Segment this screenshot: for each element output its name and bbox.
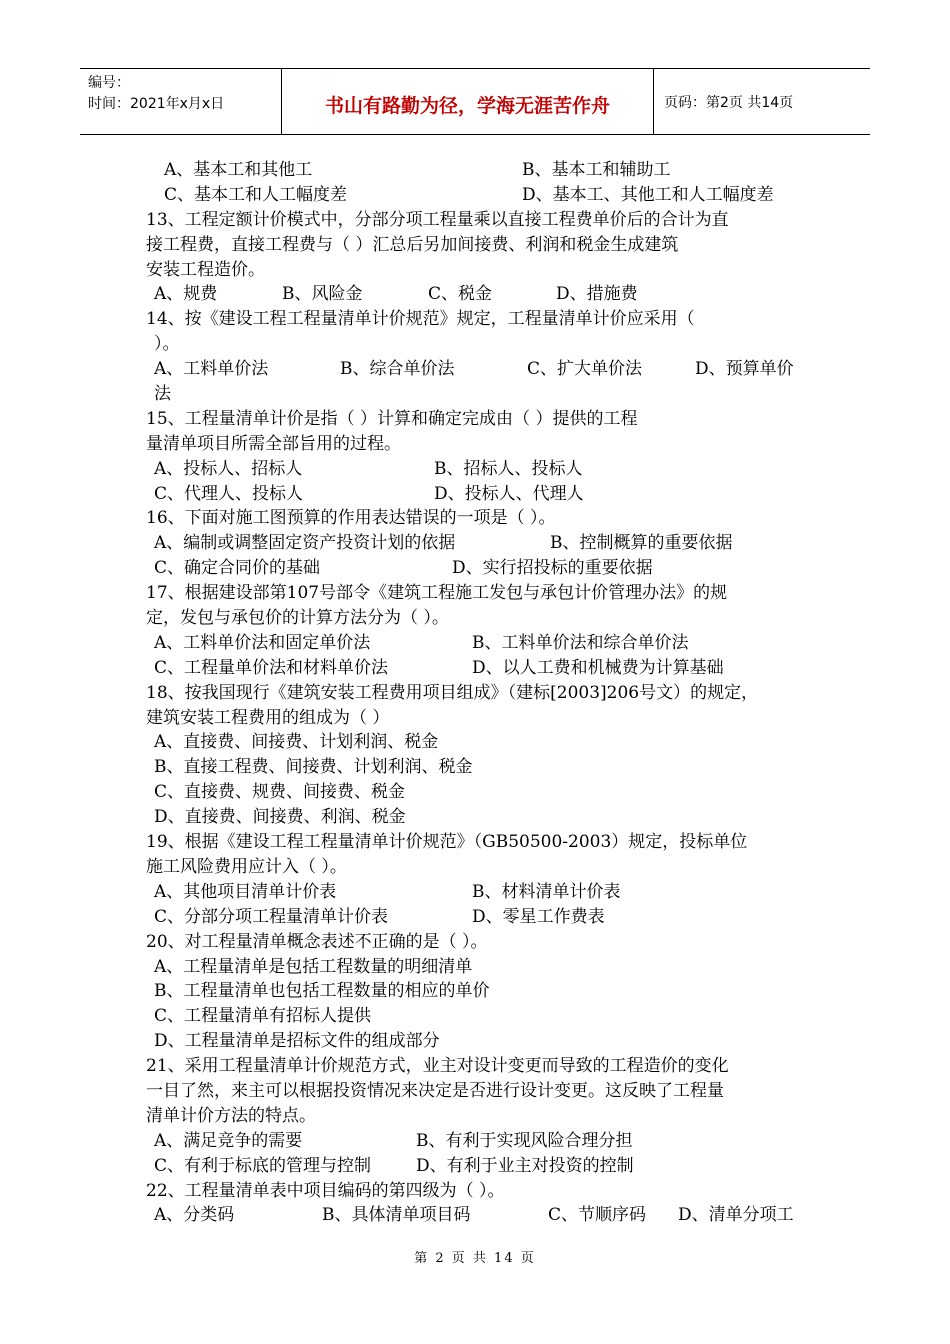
text-line: ）。 [154, 334, 180, 355]
text-line: A、工程量清单是包括工程数量的明细清单 [154, 956, 473, 977]
answer-option: D、清单分项工 [678, 1205, 794, 1226]
text-line: 安装工程造价。 [146, 259, 265, 280]
option-row [146, 556, 818, 581]
text-line: 清单计价方法的特点。 [146, 1105, 316, 1126]
text-line: 建筑安装工程费用的组成为（ ） [146, 707, 390, 728]
option-row [146, 357, 818, 382]
answer-option: B、综合单价法 [340, 359, 455, 380]
answer-option: B、工料单价法和综合单价法 [472, 632, 689, 653]
answer-option: C、代理人、投标人 [154, 483, 304, 504]
doc-date: 时间：2021年x月x日 [88, 96, 225, 112]
option-row [146, 531, 818, 556]
answer-option: C、节顺序码 [548, 1205, 647, 1226]
answer-option: D、以人工费和机械费为计算基础 [472, 657, 724, 678]
answer-option: B、有利于实现风险合理分担 [416, 1130, 633, 1151]
page-footer: 第 2 页 共 14 页 [414, 1251, 536, 1266]
option-row [146, 482, 818, 507]
answer-option: A、投标人、招标人 [154, 458, 303, 479]
text-line: 21、采用工程量清单计价规范方式，业主对设计变更而导致的工程造价的变化 [146, 1056, 729, 1077]
answer-option: D、零星工作费表 [472, 906, 605, 927]
answer-option: B、具体清单项目码 [322, 1205, 471, 1226]
text-line: 13、工程定额计价模式中，分部分项工程量乘以直接工程费单价后的合计为直 [146, 209, 729, 230]
answer-option: A、其他项目清单计价表 [154, 881, 337, 902]
option-row [146, 1129, 818, 1154]
text-line: B、工程量清单也包括工程数量的相应的单价 [154, 981, 490, 1002]
answer-option: A、规费 [154, 284, 218, 305]
text-line: 20、对工程量清单概念表述不正确的是（ ）。 [146, 931, 488, 952]
text-line: 19、根据《建设工程工程量清单计价规范》（GB50500-2003）规定，投标单位 [146, 832, 748, 853]
option-row [146, 905, 818, 930]
text-line: D、工程量清单是招标文件的组成部分 [154, 1031, 440, 1052]
answer-option: B、控制概算的重要依据 [550, 533, 733, 554]
answer-option: A、满足竞争的需要 [154, 1130, 303, 1151]
answer-option: C、工程量单价法和材料单价法 [154, 657, 389, 678]
header-motto: 书山有路勤为径，学海无涯苦作舟 [282, 69, 654, 134]
text-line: 接工程费，直接工程费与（ ）汇总后另加间接费、利润和税金生成建筑 [146, 234, 679, 255]
option-row [146, 1203, 818, 1228]
text-line: 法 [154, 384, 171, 405]
answer-option: C、税金 [428, 284, 493, 305]
option-row [146, 457, 818, 482]
answer-option: B、基本工和辅助工 [522, 160, 671, 180]
text-line: B、直接工程费、间接费、计划利润、税金 [154, 757, 473, 778]
answer-option: D、预算单价 [695, 359, 794, 380]
answer-option: C、基本工和人工幅度差 [164, 184, 348, 205]
answer-option: D、有利于业主对投资的控制 [416, 1155, 634, 1176]
option-row [146, 158, 818, 183]
answer-option: C、确定合同价的基础 [154, 558, 321, 579]
text-line: 22、工程量清单表中项目编码的第四级为（ ）。 [146, 1180, 505, 1201]
answer-option: C、扩大单价法 [527, 359, 643, 380]
answer-option: A、基本工和其他工 [164, 160, 313, 180]
option-row [146, 631, 818, 656]
text-line: C、直接费、规费、间接费、税金 [154, 782, 406, 803]
text-line: 施工风险费用应计入（ ）。 [146, 856, 347, 877]
answer-option: A、工料单价法 [154, 359, 269, 380]
answer-option: D、措施费 [556, 284, 638, 305]
text-line: D、直接费、间接费、利润、税金 [154, 807, 406, 828]
text-line: 定，发包与承包价的计算方法分为（ ）。 [146, 608, 449, 629]
answer-option: A、编制或调整固定资产投资计划的依据 [154, 533, 456, 554]
option-row [146, 282, 818, 307]
answer-option: C、有利于标底的管理与控制 [154, 1155, 372, 1176]
option-row [146, 880, 818, 905]
text-line: A、直接费、间接费、计划利润、税金 [154, 732, 439, 753]
option-row [146, 183, 818, 208]
answer-option: B、风险金 [282, 284, 363, 305]
answer-option: D、基本工、其他工和人工幅度差 [522, 184, 774, 205]
text-line: 一目了然，来主可以根据投资情况来决定是否进行设计变更。这反映了工程量 [146, 1080, 724, 1101]
text-line: C、工程量清单有招标人提供 [154, 1006, 372, 1027]
text-line: 15、工程量清单计价是指（ ）计算和确定完成由（ ）提供的工程 [146, 408, 638, 429]
text-line: 16、下面对施工图预算的作用表达错误的一项是（ ）。 [146, 508, 556, 529]
answer-option: A、工料单价法和固定单价法 [154, 632, 371, 653]
answer-option: D、投标人、代理人 [434, 483, 584, 504]
answer-option: A、分类码 [154, 1205, 235, 1226]
answer-option: D、实行招投标的重要依据 [452, 558, 653, 579]
answer-option: B、材料清单计价表 [472, 881, 621, 902]
page-header [80, 68, 870, 135]
header-meta [80, 69, 282, 134]
option-row [146, 1154, 818, 1179]
answer-option: C、分部分项工程量清单计价表 [154, 906, 389, 927]
doc-number-label: 编号： [88, 75, 130, 91]
text-line: 17、根据建设部第107号部令《建筑工程施工发包与承包计价管理办法》的规 [146, 583, 728, 604]
text-line: 量清单项目所需全部旨用的过程。 [146, 433, 401, 454]
text-line: 14、按《建设工程工程量清单计价规范》规定，工程量清单计价应采用（ [146, 309, 695, 330]
question-list [146, 158, 818, 1228]
option-row [146, 656, 818, 681]
text-line: 18、按我国现行《建筑安装工程费用项目组成》（建标[2003]206号文）的规定， [146, 682, 759, 703]
answer-option: B、招标人、投标人 [434, 458, 583, 479]
header-page-info: 页码：第2页 共14页 [664, 94, 794, 111]
